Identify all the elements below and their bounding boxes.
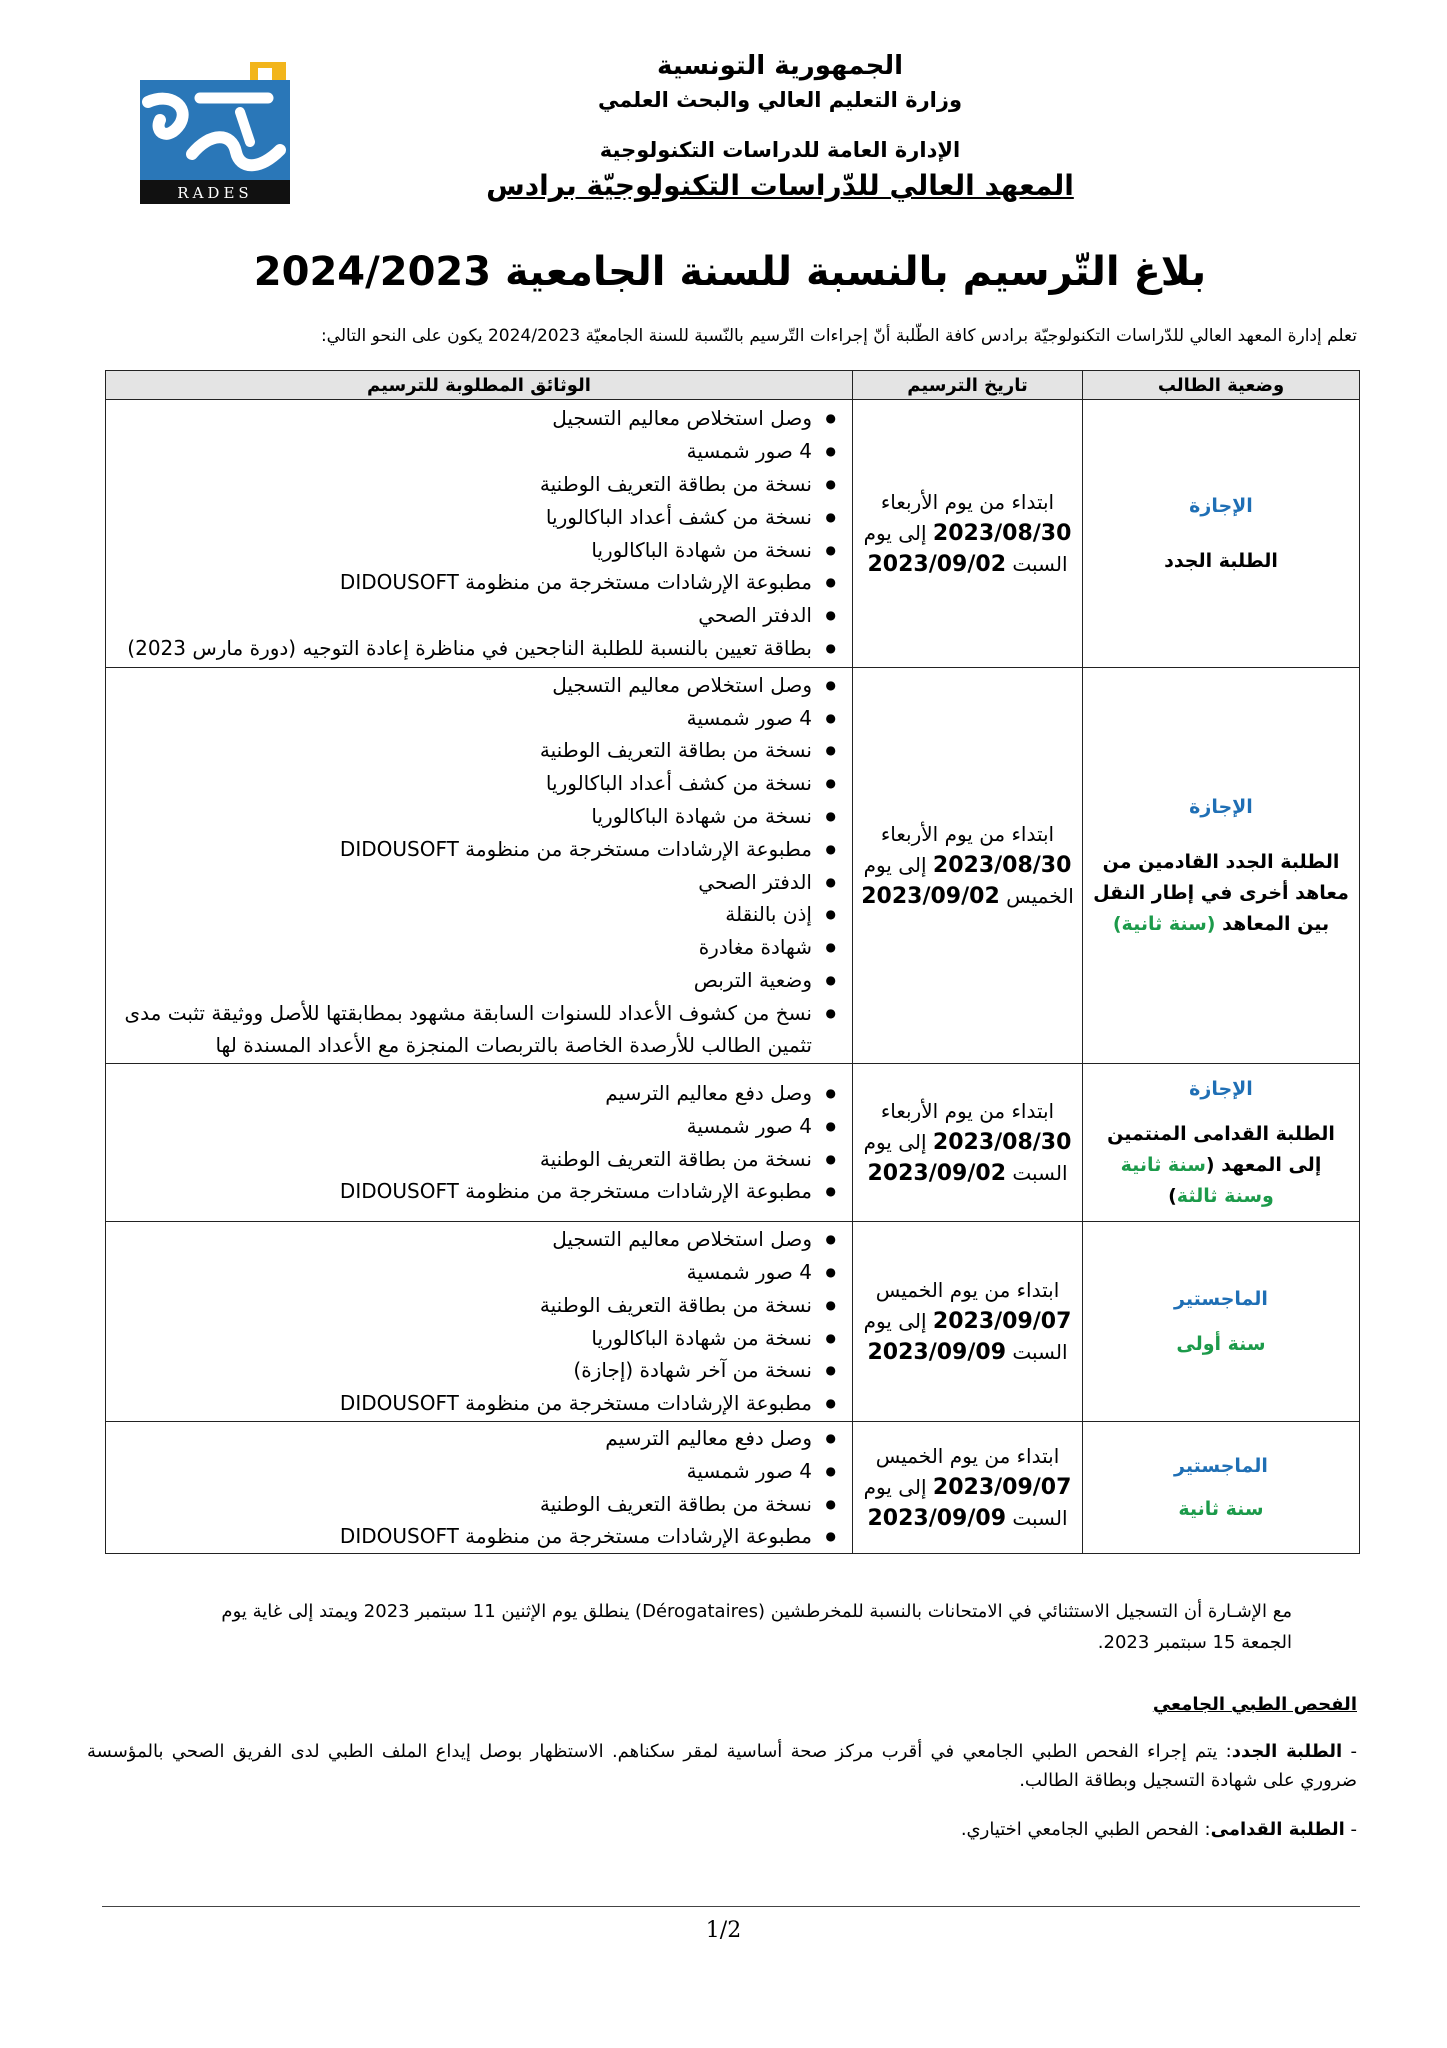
iset-logo-icon xyxy=(140,62,290,204)
status-text: الطلبة الجدد xyxy=(1164,549,1278,572)
date-from-label: ابتداء من يوم الأربعاء xyxy=(880,1099,1055,1123)
date-from-value: 2023/09/07 xyxy=(932,1309,1072,1334)
list-item: ● 4 صور شمسية xyxy=(116,1110,838,1143)
date-to-label: إلى يوم xyxy=(863,1309,927,1333)
list-item: ● نسخة من كشف أعداد الباكالوريا xyxy=(116,501,838,534)
footer-divider xyxy=(102,1906,1360,1907)
document-header xyxy=(430,48,1130,206)
date-cell xyxy=(853,1064,1083,1222)
header-status: وضعية الطالب xyxy=(1083,371,1360,400)
page-number: 1/2 xyxy=(705,1918,742,1943)
date-to-value: 2023/09/02 xyxy=(861,884,1000,909)
institute-logo xyxy=(140,62,290,204)
list-item: ● نسخة من بطاقة التعريف الوطنية xyxy=(116,1289,838,1322)
ministry-name: وزارة التعليم العالي والبحث العلمي xyxy=(597,88,963,112)
list-item: ● 4 صور شمسية xyxy=(116,1256,838,1289)
table-row xyxy=(106,1222,1360,1422)
list-item: ● الدفتر الصحي xyxy=(116,866,838,899)
new-students-text: : يتم إجراء الفحص الطبي الجامعي في أقرب مركز صحة أساسية لمقر سكناهم. الاستظهار بوصل إيداع الملف الطبي لدى الفريق الصحي بالمؤسسة ضروري على شهادة التسجيل وبطاقة الطالب. xyxy=(87,1741,1357,1791)
list-item: ● مطبوعة الإرشادات مستخرجة من منظومة DIDOUSOFT xyxy=(116,1387,838,1420)
status-cell xyxy=(1083,668,1360,1064)
logo-text: RADES xyxy=(177,184,253,202)
date-to-label: إلى يوم xyxy=(863,1130,927,1154)
list-item: ● وضعية التربص xyxy=(116,964,838,997)
date-to-day: السبت xyxy=(1012,1506,1068,1531)
list-item: ● نسخة من كشف أعداد الباكالوريا xyxy=(116,767,838,800)
list-item: ● 4 صور شمسية xyxy=(116,435,838,468)
status-text: الطلبة الجدد القادمين من معاهد أخرى في إطار النقل بين المعاهد xyxy=(1093,850,1349,935)
docs-cell xyxy=(106,1222,853,1422)
date-from-value: 2023/08/30 xyxy=(932,1130,1072,1155)
list-item: ● نسخة من شهادة الباكالوريا xyxy=(116,800,838,833)
old-students-text: : الفحص الطبي الجامعي اختياري. xyxy=(960,1819,1211,1840)
date-to-value: 2023/09/02 xyxy=(867,1161,1006,1186)
date-cell xyxy=(853,668,1083,1064)
medical-section-title: الفحص الطبي الجامعي xyxy=(1152,1694,1357,1715)
list-item: ● نسخة من بطاقة التعريف الوطنية xyxy=(116,734,838,767)
medical-old-students: - الطلبة القدامى: الفحص الطبي الجامعي اختياري. xyxy=(960,1819,1357,1840)
list-item: ● نسخة من آخر شهادة (إجازة) xyxy=(116,1354,838,1387)
date-to-label: إلى يوم xyxy=(863,1475,927,1500)
list-item: ● نسخ من كشوف الأعداد للسنوات السابقة مشهود بمطابقتها للأصل ووثيقة تثبت مدى تثمين الطالب للأرصدة الخاصة بالتربصات المنجزة مع الأعداد المسندة لها xyxy=(116,997,838,1063)
docs-cell xyxy=(106,400,853,668)
list-item: ● مطبوعة الإرشادات مستخرجة من منظومة DIDOUSOFT xyxy=(116,1520,838,1553)
status-cell: الإجازة الطلبة القدامى المنتمين إلى المعهد (سنة ثانية وسنة ثالثة) xyxy=(1083,1064,1360,1222)
status-year: سنة ثانية وسنة ثالثة xyxy=(1120,1153,1274,1207)
institute-name: المعهد العالي للدّراسات التكنولوجيّة برادس xyxy=(486,169,1074,202)
intro-paragraph: تعلم إدارة المعهد العالي للدّراسات التكنولوجيّة برادس كافة الطّلبة أنّ إجراءات التّرسيم بالنّسبة للسنة الجامعيّة 2024/2023 يكون على النحو التالي: xyxy=(320,326,1357,346)
list-item: ● مطبوعة الإرشادات مستخرجة من منظومة DIDOUSOFT xyxy=(116,566,838,599)
docs-cell xyxy=(106,1422,853,1554)
list-item: ● إذن بالنقلة xyxy=(116,898,838,931)
date-to-day: السبت xyxy=(1012,1340,1068,1364)
table-header-row xyxy=(106,371,1360,400)
status-title: الإجازة xyxy=(1189,1077,1253,1100)
list-item: ● مطبوعة الإرشادات مستخرجة من منظومة DIDOUSOFT xyxy=(116,1175,838,1208)
list-item: ● 4 صور شمسية xyxy=(116,1455,838,1488)
list-item: ● 4 صور شمسية xyxy=(116,702,838,735)
table-row xyxy=(106,1422,1360,1554)
direction-name: الإدارة العامة للدراسات التكنولوجية xyxy=(599,138,961,162)
list-item: ● وصل استخلاص معاليم التسجيل xyxy=(116,402,838,435)
status-cell xyxy=(1083,1422,1360,1554)
docs-cell xyxy=(106,1064,853,1222)
table-row xyxy=(106,668,1360,1064)
status-title: الإجازة xyxy=(1189,795,1253,818)
list-item: ● وصل استخلاص معاليم التسجيل xyxy=(116,1223,838,1256)
list-item: ● بطاقة تعيين بالنسبة للطلبة الناجحين في مناظرة إعادة التوجيه (دورة مارس 2023) xyxy=(116,632,838,665)
registration-table xyxy=(105,370,1360,1554)
status-cell xyxy=(1083,1222,1360,1422)
date-to-day: السبت xyxy=(1012,1161,1068,1185)
medical-new-students: - الطلبة الجدد: يتم إجراء الفحص الطبي الجامعي في أقرب مركز صحة أساسية لمقر سكناهم. الاستظهار بوصل إيداع الملف الطبي لدى الفريق الصحي بالمؤسسة ضروري على شهادة التسجيل وبطاقة الطالب. xyxy=(87,1741,1357,1791)
derogataires-note: مع الإشـارة أن التسجيل الاستثنائي في الامتحانات بالنسبة للمخرطشين (Dérogataires) ينطلق يوم الإثنين 11 سبتمبر 2023 ويمتد إلى غاية يوم الجمعة 15 سبتمبر 2023. xyxy=(221,1601,1292,1653)
document-title: بلاغ التّرسيم بالنسبة للسنة الجامعية 2024/2023 xyxy=(253,249,1207,295)
list-item: ● وصل دفع معاليم الترسيم xyxy=(116,1422,838,1455)
status-text: الطلبة القدامى المنتمين إلى المعهد xyxy=(1107,1122,1335,1176)
list-item: ● مطبوعة الإرشادات مستخرجة من منظومة DIDOUSOFT xyxy=(116,833,838,866)
list-item: ● وصل استخلاص معاليم التسجيل xyxy=(116,669,838,702)
list-item: ● نسخة من شهادة الباكالوريا xyxy=(116,534,838,567)
old-students-label: الطلبة القدامى xyxy=(1210,1819,1345,1840)
list-item: ● الدفتر الصحي xyxy=(116,599,838,632)
list-item: ● شهادة مغادرة xyxy=(116,931,838,964)
date-from-label: ابتداء من يوم الخميس xyxy=(875,1278,1060,1302)
status-title: الإجازة xyxy=(1189,494,1253,517)
list-item: ● نسخة من بطاقة التعريف الوطنية xyxy=(116,1488,838,1521)
date-cell xyxy=(853,400,1083,668)
header-date: تاريخ الترسيم xyxy=(853,371,1083,400)
date-from-label: ابتداء من يوم الأربعاء xyxy=(880,822,1055,846)
header-docs: الوثائق المطلوبة للترسيم xyxy=(106,371,853,400)
date-from-value: 2023/09/07 xyxy=(932,1475,1072,1501)
list-item: ● نسخة من بطاقة التعريف الوطنية xyxy=(116,1143,838,1176)
date-to-day: السبت xyxy=(1012,552,1068,576)
new-students-label: الطلبة الجدد xyxy=(1231,1741,1343,1762)
date-to-day: الخميس xyxy=(1006,884,1074,908)
date-to-value: 2023/09/09 xyxy=(867,1340,1006,1365)
status-year: (سنة ثانية) xyxy=(1112,912,1216,935)
list-item: ● نسخة من شهادة الباكالوريا xyxy=(116,1322,838,1355)
table-row xyxy=(106,1064,1360,1222)
date-to-label: إلى يوم xyxy=(863,521,927,545)
status-title: الماجستير xyxy=(1174,1454,1268,1477)
date-from-label: ابتداء من يوم الخميس xyxy=(875,1444,1060,1469)
date-from-label: ابتداء من يوم الأربعاء xyxy=(880,490,1055,514)
date-to-value: 2023/09/02 xyxy=(867,552,1006,577)
list-item: ● نسخة من بطاقة التعريف الوطنية xyxy=(116,468,838,501)
date-to-value: 2023/09/09 xyxy=(867,1506,1006,1532)
date-to-label: إلى يوم xyxy=(863,853,927,877)
country-name: الجمهورية التونسية xyxy=(656,51,904,81)
status-year: سنة ثانية xyxy=(1178,1497,1264,1520)
status-year: سنة أولى xyxy=(1176,1332,1266,1355)
date-from-value: 2023/08/30 xyxy=(932,853,1072,878)
table-row xyxy=(106,400,1360,668)
date-cell xyxy=(853,1422,1083,1554)
status-title: الماجستير xyxy=(1174,1287,1268,1310)
list-item: ● وصل دفع معاليم الترسيم xyxy=(116,1077,838,1110)
date-from-value: 2023/08/30 xyxy=(932,521,1072,546)
date-cell xyxy=(853,1222,1083,1422)
status-cell xyxy=(1083,400,1360,668)
docs-cell xyxy=(106,668,853,1064)
